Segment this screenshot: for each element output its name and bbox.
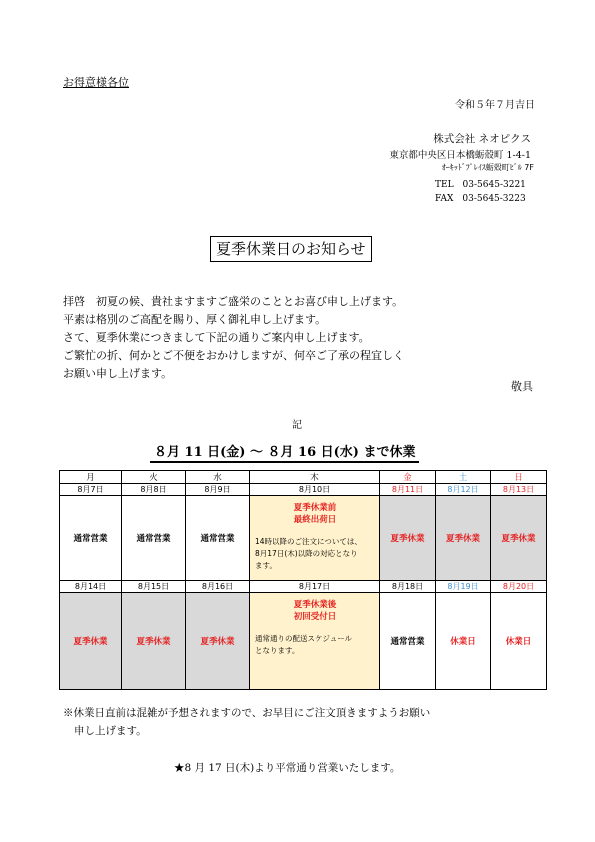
status-cell: 通常営業	[60, 496, 122, 581]
body-line-3: さて、夏季休業につきまして下記の通りご案内申し上げます。	[63, 331, 370, 344]
closure-period: ８月 11 日(金) ～ ８月 16 日(水) まで休業	[150, 441, 419, 463]
date-cell: 8月15日	[122, 580, 186, 592]
status-cell: 通常営業	[380, 593, 436, 690]
weekday-mon: 月	[60, 471, 122, 484]
company-name: 株式会社 ネオピクス	[433, 133, 531, 145]
special-note	[255, 633, 375, 657]
special-note	[255, 536, 375, 572]
week1-status-row	[60, 496, 547, 581]
weekday-sat: 土	[436, 471, 491, 484]
date-cell: 8月19日	[436, 580, 491, 592]
weekday-sun: 日	[491, 471, 547, 484]
date-cell: 8月13日	[491, 484, 547, 496]
date-cell: 8月20日	[491, 580, 547, 592]
status-cell: 通常営業	[122, 496, 186, 581]
tel-number: TEL 03-5645-3221	[435, 180, 526, 190]
weekday-header-row	[60, 471, 547, 484]
weekday-wed: 水	[186, 471, 250, 484]
date-cell: 8月14日	[60, 580, 122, 592]
congestion-note-line-1: ※休業日直前は混雑が予想されますので、お早目にご注文頂きますようお願い	[63, 707, 431, 719]
special-heading-2: 最終出荷日	[293, 515, 337, 526]
status-cell: 夏季休業	[436, 496, 491, 581]
body-line-5: お願い申し上げます。	[63, 367, 173, 380]
status-cell: 休業日	[436, 593, 491, 690]
address-line-1: 東京都中央区日本橋蛎殻町 1-4-1	[389, 150, 531, 161]
date-cell: 8月7日	[60, 484, 122, 496]
special-heading-1: 夏季休業前	[293, 503, 337, 514]
status-cell: 夏季休業	[491, 496, 547, 581]
special-note-line: 通常通りの配送スケジュール	[255, 634, 353, 644]
special-note-line: 14時以降のご注文については、	[255, 537, 362, 547]
congestion-note-line-2: 申し上げます。	[74, 725, 147, 737]
special-note-line: 8月17日(木)以降の対応となり	[255, 549, 358, 559]
resume-notice: ★8 月 17 日(木)より平常通り営業いたします。	[174, 762, 401, 774]
date-cell: 8月10日	[250, 484, 380, 496]
last-shipping-day-cell	[250, 496, 380, 581]
week1-date-row	[60, 484, 547, 496]
weekday-thu: 木	[250, 471, 380, 484]
week2-status-row	[60, 593, 547, 690]
closing-keigu: 敬具	[511, 380, 533, 393]
first-order-day-cell	[250, 593, 380, 690]
week2-date-row	[60, 580, 547, 592]
address-line-2: ｵｰｷｯﾄﾞﾌﾟﾚｲｽ蛎殻町ﾋﾞﾙ 7F	[441, 163, 534, 172]
special-note-line: となります。	[255, 646, 300, 656]
date-cell: 8月11日	[380, 484, 436, 496]
ki-marker: 記	[292, 420, 302, 431]
body-line-4: ご繁忙の折、何かとご不便をおかけしますが、何卒ご了承の程宜しく	[63, 349, 404, 362]
body-line-2: 平素は格別のご高配を賜り、厚く御礼申し上げます。	[63, 313, 327, 326]
status-cell: 夏季休業	[122, 593, 186, 690]
status-cell: 夏季休業	[186, 593, 250, 690]
date-cell: 8月8日	[122, 484, 186, 496]
issue-date: 令和５年７月吉日	[455, 100, 535, 111]
weekday-fri: 金	[380, 471, 436, 484]
date-cell: 8月17日	[250, 580, 380, 592]
status-cell: 夏季休業	[60, 593, 122, 690]
body-line-1: 拝啓 初夏の候、貴社ますますご盛栄のこととお喜び申し上げます。	[63, 295, 404, 308]
status-cell: 夏季休業	[380, 496, 436, 581]
weekday-tue: 火	[122, 471, 186, 484]
date-cell: 8月12日	[436, 484, 491, 496]
special-heading-1: 夏季休業後	[293, 600, 337, 611]
date-cell: 8月18日	[380, 580, 436, 592]
addressee: お得意様各位	[63, 76, 129, 89]
special-note-line: ます。	[255, 561, 277, 571]
status-cell: 休業日	[491, 593, 547, 690]
fax-number: FAX 03-5645-3223	[435, 194, 526, 204]
date-cell: 8月16日	[186, 580, 250, 592]
status-cell: 通常営業	[186, 496, 250, 581]
special-heading-2: 初回受付日	[293, 612, 337, 623]
date-cell: 8月9日	[186, 484, 250, 496]
notice-title: 夏季休業日のお知らせ	[210, 236, 372, 262]
holiday-calendar	[59, 470, 547, 690]
